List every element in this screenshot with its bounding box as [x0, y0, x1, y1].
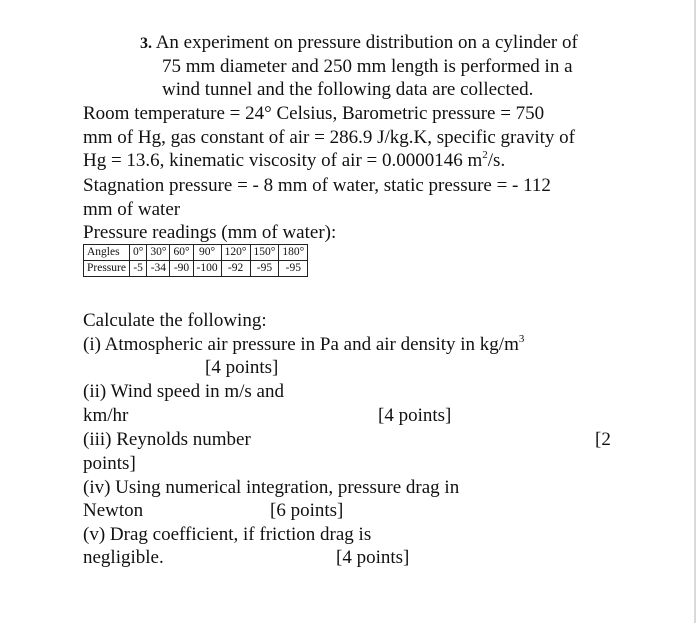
part-5-points: [4 points] [336, 547, 410, 568]
part-4-text-line-2: Newton [83, 500, 144, 521]
pressure-cell: -95 [250, 261, 279, 277]
angle-cell: 30° [147, 245, 170, 261]
part-3-text: (iii) Reynolds number [83, 429, 251, 450]
part-1-text [83, 334, 524, 356]
question-intro-line-2: 75 mm diameter and 250 mm length is performed in a [162, 56, 573, 77]
intro-text-1: An experiment on pressure distribution on a cylinder of [155, 32, 578, 53]
part-5-text-line-1: (v) Drag coefficient, if friction drag is [83, 524, 372, 545]
part-2-text-line-2: km/hr [83, 405, 129, 426]
pressure-cell: -95 [279, 261, 308, 277]
part-1-body: (i) Atmospheric air pressure in Pa and air density in kg/m [83, 334, 519, 355]
pressure-cell: -92 [221, 261, 250, 277]
angle-cell: 150° [250, 245, 279, 261]
question-number: 3. [140, 35, 152, 52]
stagnation-pressure-line: Stagnation pressure = - 8 mm of water, static pressure = - 112 [83, 175, 551, 196]
readings-title: Pressure readings (mm of water): [83, 222, 337, 243]
pressure-unit-line: mm of Hg, gas constant of air = 286.9 J/kg.K, specific gravity of [83, 127, 575, 148]
viscosity-text: Hg = 13.6, kinematic viscosity of air = 0.0000146 m [83, 150, 483, 171]
pressure-cell: -90 [170, 261, 193, 277]
part-4-text-line-1: (iv) Using numerical integration, pressure drag in [83, 477, 460, 498]
pressure-row [84, 261, 308, 277]
part-2-points: [4 points] [378, 405, 452, 426]
angle-cell: 90° [193, 245, 221, 261]
question-intro-line-1 [140, 32, 578, 55]
part-1-exponent: 3 [518, 332, 525, 345]
angles-label: Angles [84, 245, 130, 261]
part-1-points: [4 points] [205, 357, 279, 378]
part-3-points-end: points] [83, 453, 136, 474]
part-5-text-line-2: negligible. [83, 547, 164, 568]
viscosity-exponent: 2 [482, 148, 488, 161]
kinematic-viscosity-line [83, 150, 505, 172]
pressure-cell: -34 [147, 261, 170, 277]
viscosity-unit-tail: /s. [487, 150, 506, 171]
angle-cell: 120° [221, 245, 250, 261]
stagnation-unit-line: mm of water [83, 199, 181, 220]
part-4-points: [6 points] [270, 500, 344, 521]
pressure-label: Pressure [84, 261, 130, 277]
angle-cell: 60° [170, 245, 193, 261]
question-intro-line-3: wind tunnel and the following data are collected. [162, 79, 534, 100]
angle-cell: 180° [279, 245, 308, 261]
pressure-cell: -5 [129, 261, 146, 277]
part-3-points-start: [2 [595, 429, 611, 450]
page-right-border [694, 0, 696, 623]
pressure-cell: -100 [193, 261, 221, 277]
pressure-readings-table [83, 244, 308, 277]
calculate-heading: Calculate the following: [83, 310, 267, 331]
room-temperature-line: Room temperature = 24° Celsius, Barometric pressure = 750 [83, 103, 545, 124]
angle-cell: 0° [129, 245, 146, 261]
angles-row [84, 245, 308, 261]
part-2-text-line-1: (ii) Wind speed in m/s and [83, 381, 284, 402]
